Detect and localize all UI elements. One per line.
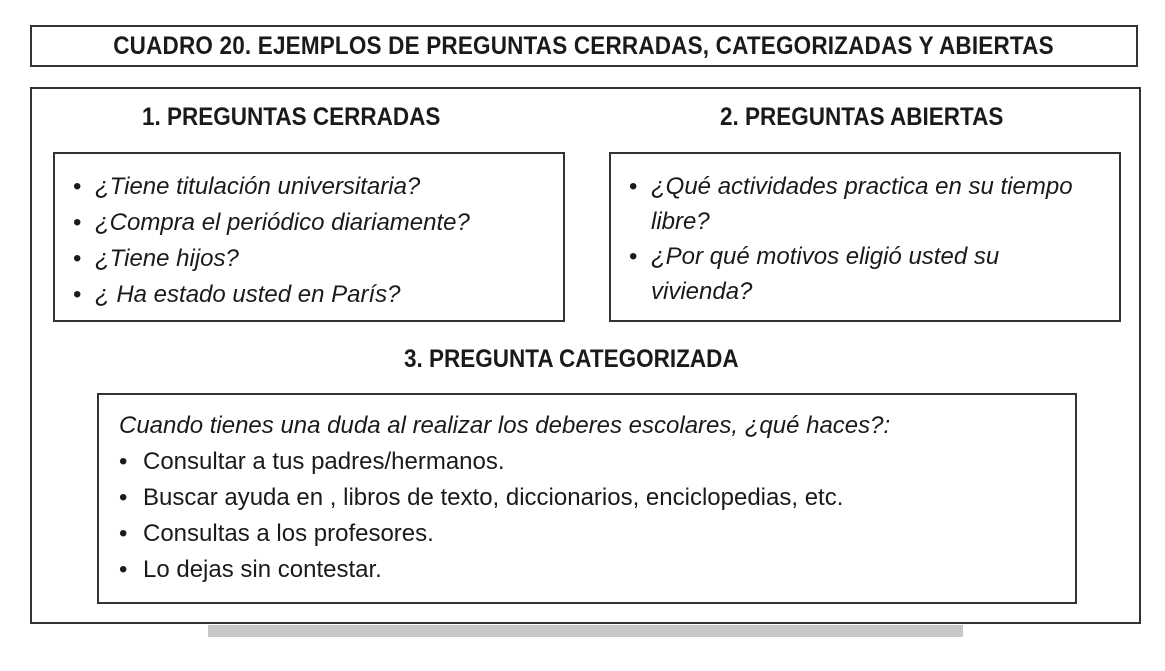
categorized-option-item: • Consultas a los profesores. [119, 516, 1075, 552]
closed-questions-box [53, 152, 565, 322]
bottom-shadow-bar [208, 625, 963, 637]
closed-question-item: • ¿Compra el periódico diariamente? [73, 205, 563, 241]
categorized-options-list [119, 444, 1075, 588]
table-title-box [30, 25, 1138, 67]
closed-questions-heading: 1. PREGUNTAS CERRADAS [142, 103, 441, 131]
categorized-question-text: Cuando tienes una duda al realizar los deberes escolares, ¿qué haces?: [119, 412, 891, 439]
open-question-item: • ¿Qué actividades practica en su tiempo libre? [629, 169, 1101, 239]
categorized-option-item: • Consultar a tus padres/hermanos. [119, 444, 1075, 480]
categorized-question-box [97, 393, 1077, 604]
closed-question-item: • ¿Tiene titulación universitaria? [73, 169, 563, 205]
closed-question-item: • ¿Tiene hijos? [73, 241, 563, 277]
open-questions-box [609, 152, 1121, 322]
categorized-option-item: • Lo dejas sin contestar. [119, 552, 1075, 588]
open-questions-heading: 2. PREGUNTAS ABIERTAS [720, 103, 1004, 131]
examples-frame [30, 87, 1141, 624]
categorized-question-heading: 3. PREGUNTA CATEGORIZADA [404, 345, 739, 373]
closed-questions-list [73, 169, 563, 313]
closed-question-item: • ¿ Ha estado usted en París? [73, 277, 563, 313]
table-title: CUADRO 20. EJEMPLOS DE PREGUNTAS CERRADAS, CATEGORIZADAS Y ABIERTAS [113, 31, 1055, 60]
open-question-item: • ¿Por qué motivos eligió usted su vivienda? [629, 239, 1101, 309]
categorized-option-item: • Buscar ayuda en , libros de texto, diccionarios, enciclopedias, etc. [119, 480, 1075, 516]
open-questions-list [629, 169, 1101, 309]
